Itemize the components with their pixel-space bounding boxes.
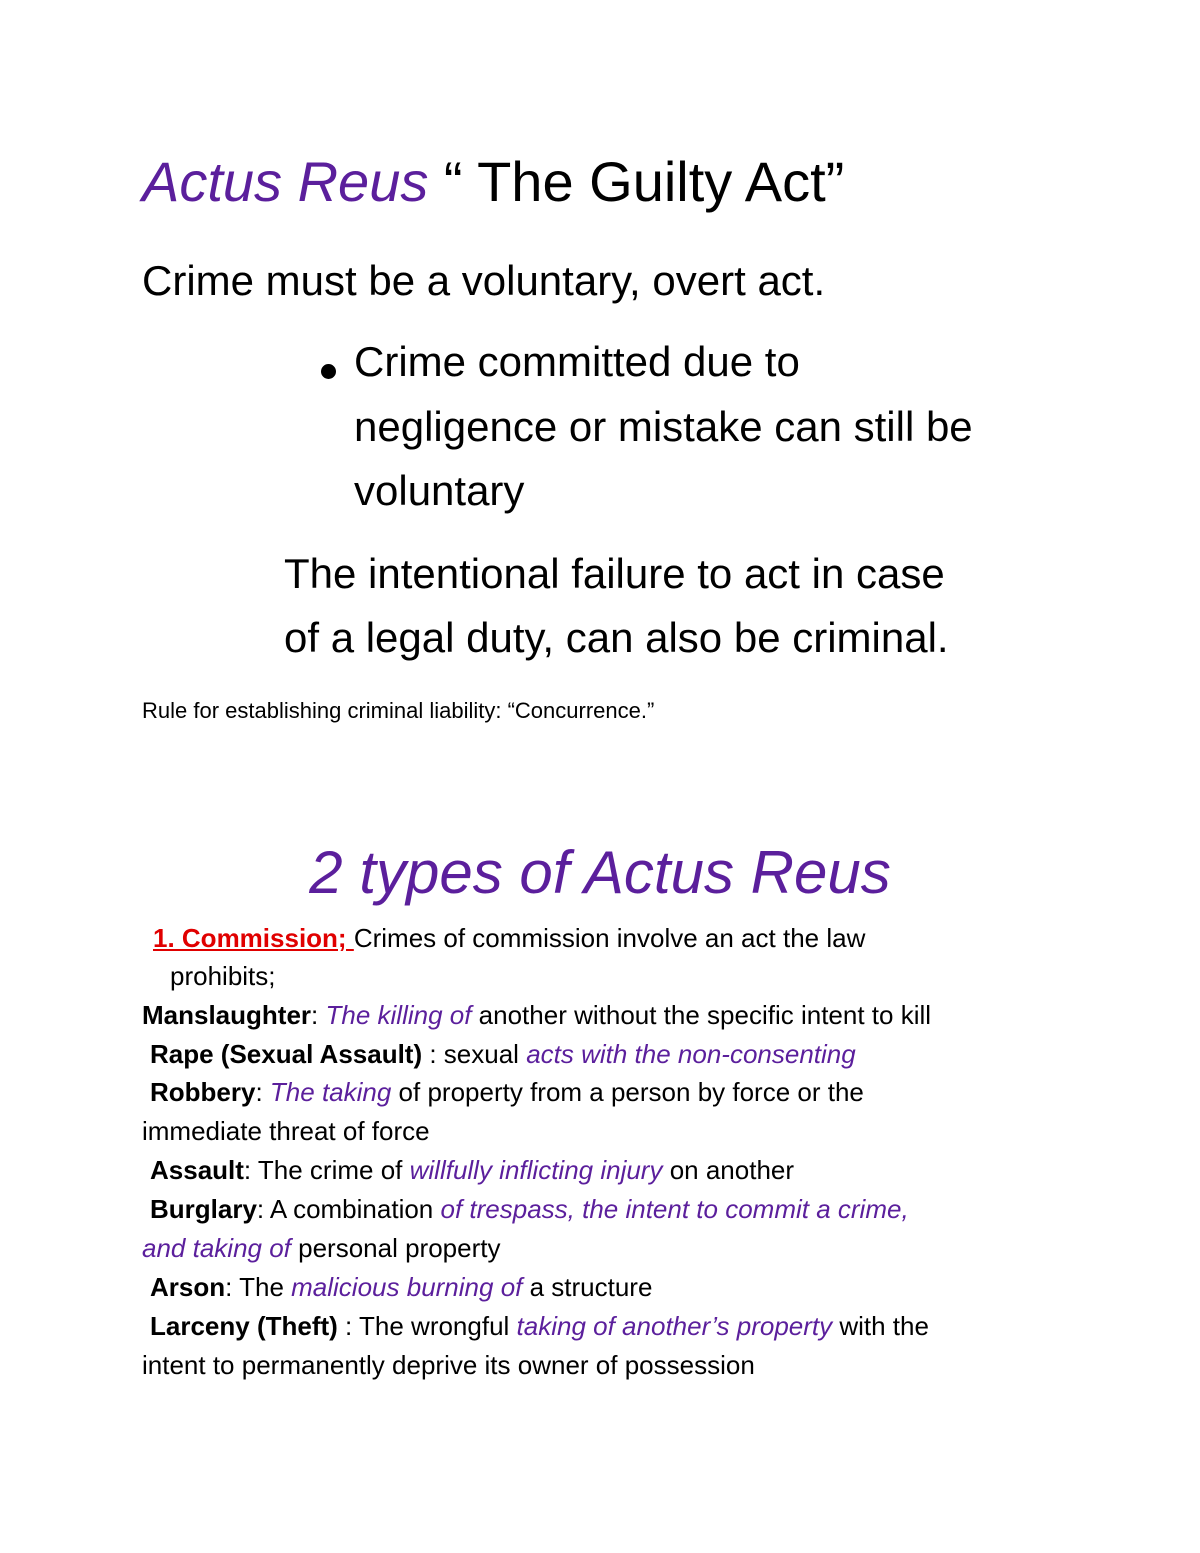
crime-term: Manslaughter (142, 1000, 312, 1030)
crime-emphasis: acts with the non-consenting (526, 1039, 856, 1069)
crime-term: Larceny (Theft) (150, 1311, 338, 1341)
crime-assault (150, 1154, 794, 1186)
bullet-line-3: voluntary (354, 467, 525, 514)
crime-definition: of property from a person by force or the (391, 1077, 864, 1107)
concurrence-rule: Rule for establishing criminal liability: “Concurrence.” (142, 698, 655, 723)
crime-burglary-line-2 (142, 1232, 500, 1264)
page-title (142, 150, 844, 214)
omission-line-1: The intentional failure to act in case (284, 550, 945, 597)
title-latin: Actus Reus (142, 150, 429, 213)
crime-emphasis: and taking of (142, 1233, 291, 1263)
crime-sep: : The (225, 1272, 292, 1302)
crime-robbery-line-2: immediate threat of force (142, 1116, 430, 1146)
section-title: 2 types of Actus Reus (309, 839, 891, 906)
crime-sep: : A combination (256, 1194, 441, 1224)
crime-larceny-line-2: intent to permanently deprive its owner of possession (142, 1350, 755, 1380)
crime-sep: : The wrongful (337, 1311, 517, 1341)
crime-sep: : sexual (422, 1039, 527, 1069)
commission-heading (153, 922, 865, 954)
crime-robbery (150, 1076, 864, 1108)
intro-text: Crime must be a voluntary, overt act. (142, 257, 826, 304)
crime-definition: personal property (290, 1233, 501, 1263)
crime-term: Robbery (150, 1077, 256, 1107)
crime-term: Arson (150, 1272, 226, 1302)
crime-definition: with the (832, 1311, 929, 1341)
commission-text-line-2: prohibits; (170, 961, 276, 991)
bullet-line-2: negligence or mistake can still be (354, 403, 973, 450)
crime-rape (150, 1038, 856, 1070)
commission-text: Crimes of commission involve an act the law (353, 923, 866, 953)
crime-term: Rape (Sexual Assault) (150, 1039, 423, 1069)
crime-emphasis: malicious burning of (291, 1272, 523, 1302)
crime-burglary (150, 1193, 909, 1225)
crime-sep: : (255, 1077, 270, 1107)
crime-arson (150, 1271, 652, 1303)
crime-definition: another without the specific intent to kill (471, 1000, 932, 1030)
commission-label: 1. Commission; (153, 923, 354, 953)
bullet-line-1: Crime committed due to (354, 338, 800, 385)
crime-manslaughter (142, 999, 931, 1031)
title-translation: “ The Guilty Act” (428, 150, 845, 213)
crime-definition: a structure (522, 1272, 653, 1302)
crime-emphasis: The taking (269, 1077, 392, 1107)
crime-sep: : The crime of (243, 1155, 410, 1185)
crime-emphasis: taking of another’s property (516, 1311, 833, 1341)
crime-definition: on another (662, 1155, 795, 1185)
crime-term: Assault (150, 1155, 244, 1185)
crime-larceny (150, 1310, 929, 1342)
crime-emphasis: willfully inflicting injury (409, 1155, 663, 1185)
bullet-icon (321, 364, 336, 379)
crime-emphasis: of trespass, the intent to commit a crime, (440, 1194, 909, 1224)
crime-emphasis: The killing of (325, 1000, 472, 1030)
omission-line-2: of a legal duty, can also be criminal. (284, 614, 949, 661)
crime-sep: : (311, 1000, 326, 1030)
crime-term: Burglary (150, 1194, 257, 1224)
